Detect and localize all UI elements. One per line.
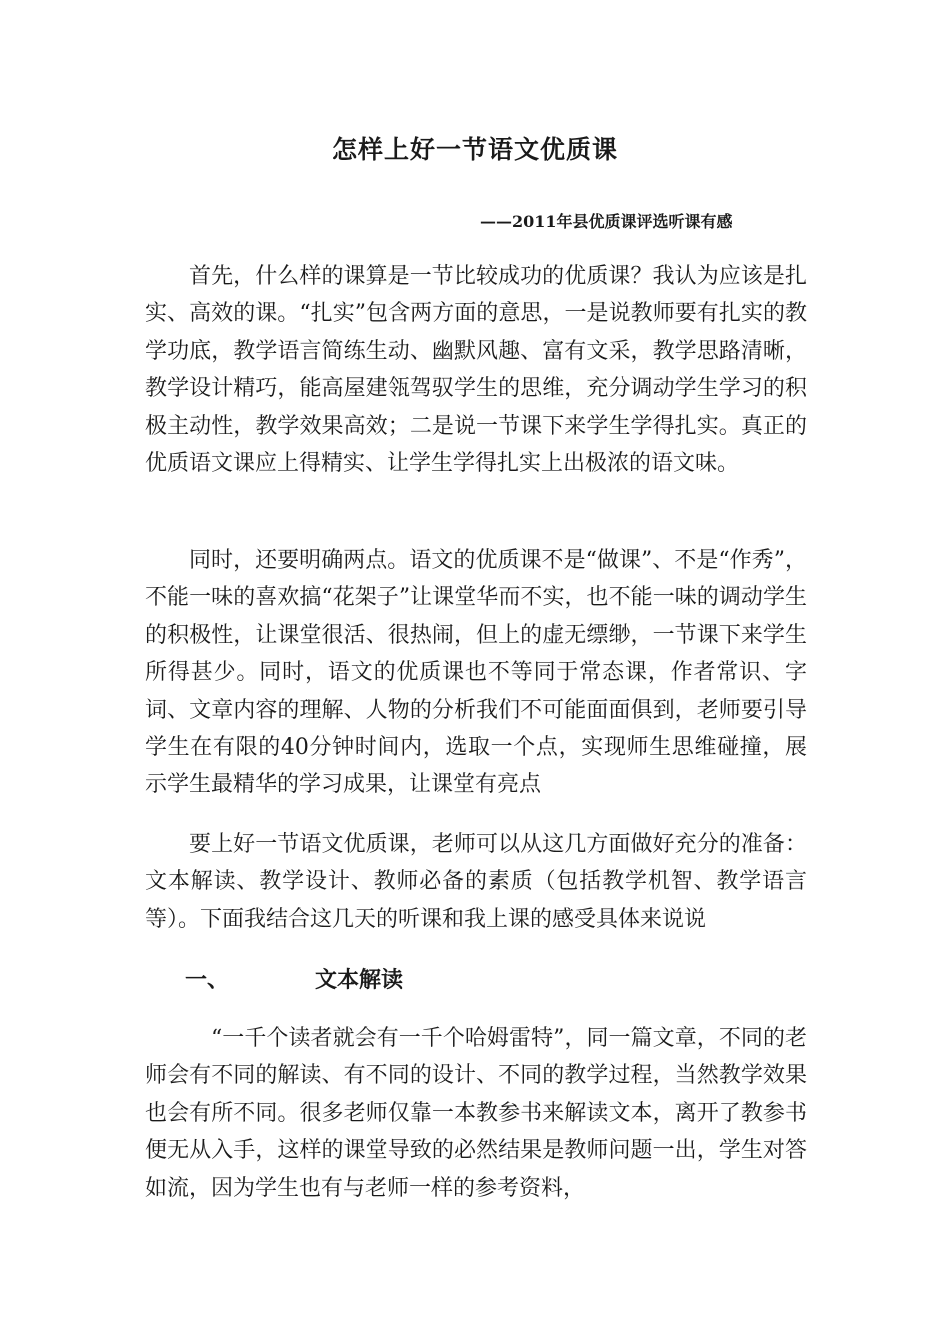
section-heading <box>185 960 585 1000</box>
section-paragraph: “一千个读者就会有一千个哈姆雷特”，同一篇文章，不同的老师会有不同的解读、有不同的设计、不同的教学过程，当然教学效果也会有所不同。很多老师仅靠一本教参书来解读文本，离开了教参书便无从入手，这样的课堂导致的必然结果是教师问题一出，学生对答如流，因为学生也有与老师一样的参考资料， <box>145 1026 807 1201</box>
section-number: 一、 <box>185 967 230 993</box>
section-title: 文本解读 <box>315 967 404 993</box>
document-subtitle: ——2011年县优质课评选听课有感 <box>480 212 733 231</box>
paragraph-1: 首先，什么样的课算是一节比较成功的优质课？我认为应该是扎实、高效的课。“扎实”包含两方面的意思，一是说教师要有扎实的教学功底，教学语言简练生动、幽默风趣、富有文采，教学思路清晰，教学设计精巧，能高屋建瓴驾驭学生的思维，充分调动学生学习的积极主动性，教学效果高效；二是说一节课下来学生学得扎实。真正的优质语文课应上得精实、让学生学得扎实上出极浓的语文味。 <box>145 264 807 477</box>
document-title: 怎样上好一节语文优质课 <box>331 135 618 164</box>
paragraph-3: 要上好一节语文优质课，老师可以从这几方面做好充分的准备：文本解读、教学设计、教师必备的素质（包括教学机智、教学语言等）。下面我结合这几天的听课和我上课的感受具体来说说 <box>145 832 807 932</box>
paragraph-2: 同时，还要明确两点。语文的优质课不是“做课”、不是“作秀”，不能一味的喜欢搞“花架子”让课堂华而不实，也不能一味的调动学生的积极性，让课堂很活、很热闹，但上的虚无缥缈，一节课下来学生所得甚少。同时，语文的优质课也不等同于常态课，作者常识、字词、文章内容的理解、人物的分析我们不可能面面俱到，老师要引导学生在有限的40分钟时间内，选取一个点，实现师生思维碰撞，展示学生最精华的学习成果，让课堂有亮点 <box>145 548 807 798</box>
